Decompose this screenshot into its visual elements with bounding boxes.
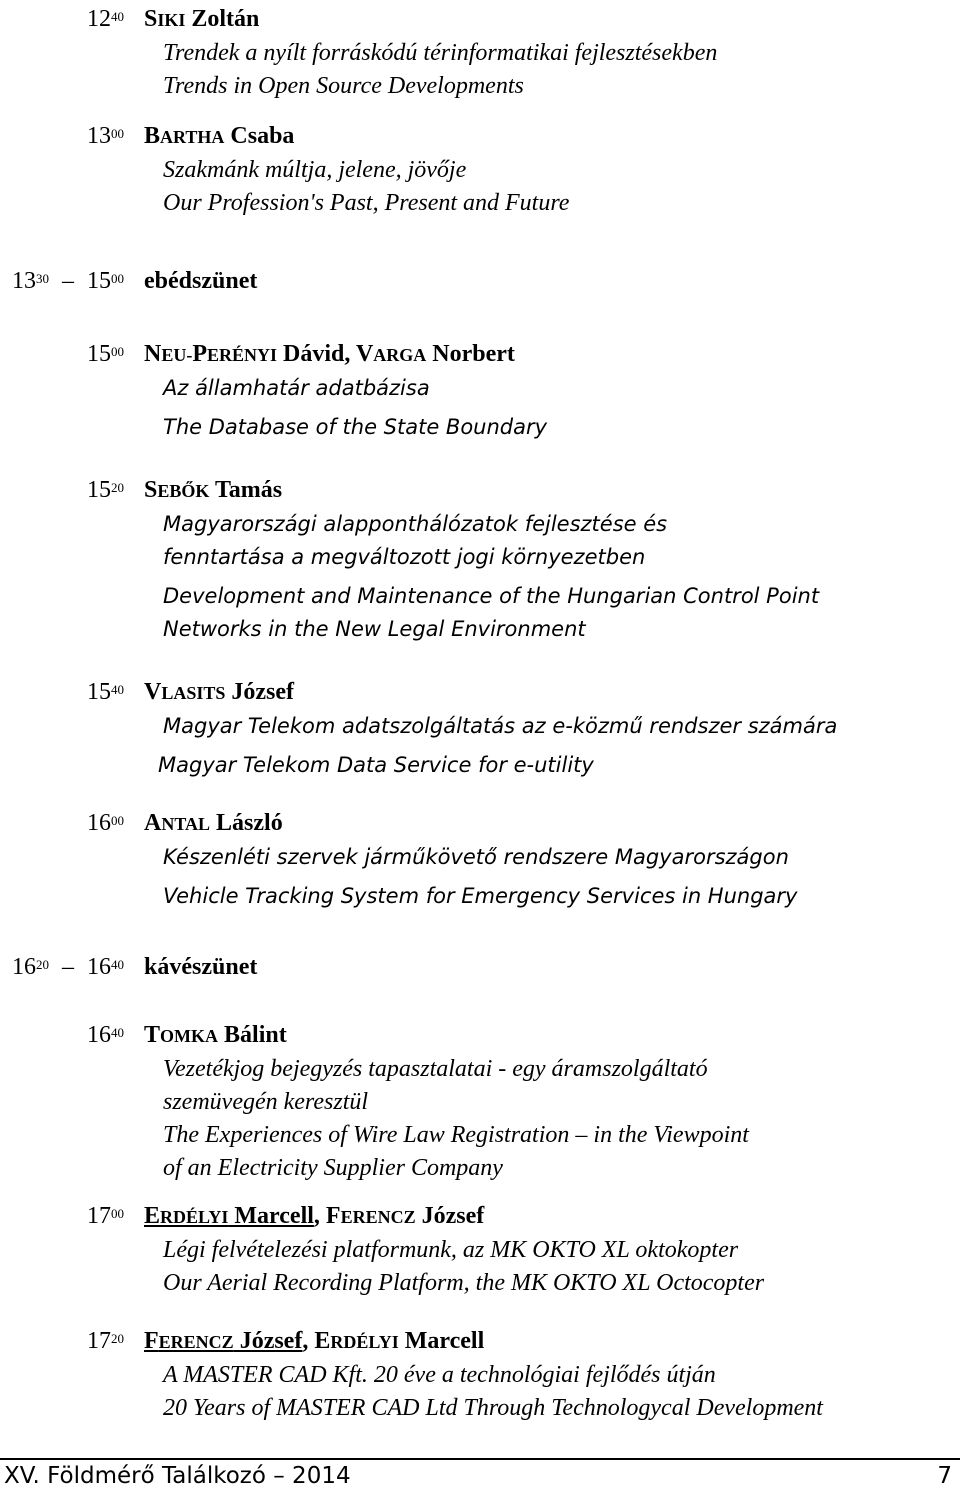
talk-title-hu: Magyarországi alapponthálózatok fejlesztése és [163,512,668,536]
talk-title-hu: Vezetékjog bejegyzés tapasztalatai - egy áramszolgáltató [163,1056,708,1082]
talk-title-en: Development and Maintenance of the Hungarian Control Point [163,584,820,608]
talk-title-hu: szemüvegén keresztül [163,1089,369,1115]
speaker: SEBŐK Tamás [144,477,283,503]
speaker: ERDÉLYI Marcell, FERENCZ József [144,1203,485,1229]
break-label: kávészünet [144,954,258,980]
time-slot: $15^{40}$ [87,679,124,705]
talk-title-en: Trends in Open Source Developments [163,73,524,99]
speaker: SIKI Zoltán [144,6,260,32]
page-footer [0,1458,960,1489]
time-slot: $15^{00}$ [87,341,124,367]
talk-title-hu: Készenléti szervek járműkövető rendszere Magyarországon [163,845,789,869]
speaker: TOMKA Bálint [144,1022,287,1048]
talk-title-hu: Az államhatár adatbázisa [163,376,430,400]
speaker: FERENCZ József, ERDÉLYI Marcell [144,1328,485,1354]
time-slot: $17^{20}$ [87,1328,124,1354]
page-number: 7 [937,1463,952,1489]
talk-title-hu: fenntartása a megváltozott jogi környezetben [163,545,646,569]
talk-title-hu: Magyar Telekom adatszolgáltatás az e-közmű rendszer számára [163,714,838,738]
talk-title-hu: Légi felvételezési platformunk, az MK OKTO XL oktokopter [163,1237,739,1263]
footer-title: XV. Földmérő Találkozó – 2014 [4,1463,351,1489]
time-slot: $16^{40}$ [87,1022,124,1048]
talk-title-hu: Trendek a nyílt forráskódú térinformatikai fejlesztésekben [163,40,718,66]
talk-title-hu: Szakmánk múltja, jelene, jövője [163,157,467,183]
talk-title-en: The Database of the State Boundary [163,415,548,439]
talk-title-hu: A MASTER CAD Kft. 20 éve a technológiai fejlődés útján [163,1362,716,1388]
time-slot: $13^{00}$ [87,123,124,149]
speaker: BARTHA Csaba [144,123,295,149]
talk-title-en: The Experiences of Wire Law Registration – in the Viewpoint [163,1122,749,1148]
talk-title-en: Magyar Telekom Data Service for e-utility [158,753,594,777]
talk-title-en: Our Aerial Recording Platform, the MK OKTO XL Octocopter [163,1270,765,1296]
time-range: $16^{20} - 16^{40}$ [12,954,124,980]
time-slot: $16^{00}$ [87,810,124,836]
time-slot: $12^{40}$ [87,6,124,32]
talk-title-en: 20 Years of MASTER CAD Ltd Through Technologycal Development [163,1395,823,1421]
time-range: $13^{30} - 15^{00}$ [12,268,124,294]
time-slot: $15^{20}$ [87,477,124,503]
talk-title-en: Networks in the New Legal Environment [163,617,586,641]
talk-title-en: of an Electricity Supplier Company [163,1155,503,1181]
speaker: ANTAL László [144,810,283,836]
talk-title-en: Vehicle Tracking System for Emergency Services in Hungary [163,884,798,908]
speaker: VLASITS József [144,679,295,705]
break-label: ebédszünet [144,268,258,294]
time-slot: $17^{00}$ [87,1203,124,1229]
speaker: NEU-PERÉNYI Dávid, VARGA Norbert [144,341,515,367]
talk-title-en: Our Profession's Past, Present and Future [163,190,570,216]
